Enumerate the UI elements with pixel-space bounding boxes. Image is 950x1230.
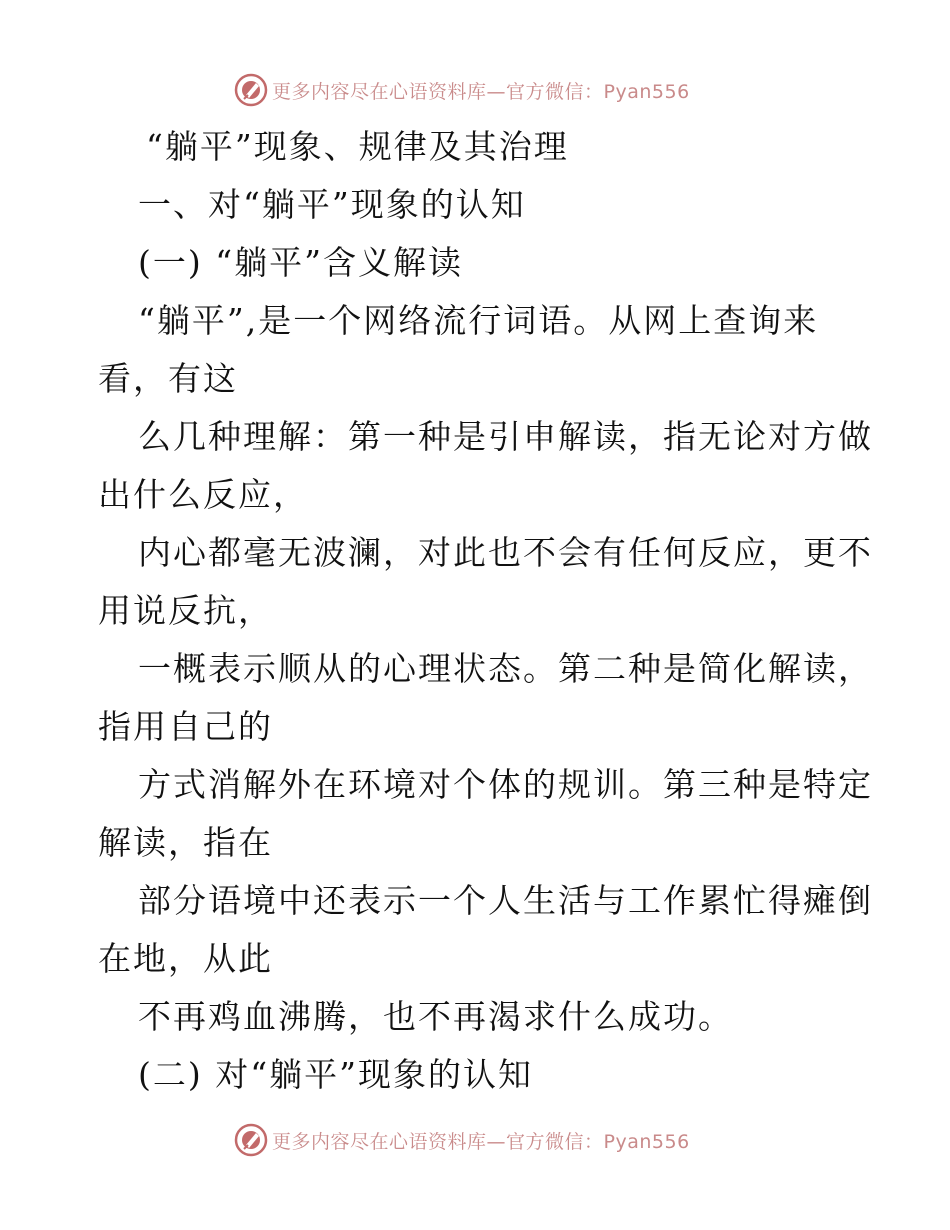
paragraph-line: 在地，从此: [98, 939, 273, 978]
paragraph-line: 不再鸡血沸腾，也不再渴求什么成功。: [138, 997, 733, 1036]
banner-dash: —: [486, 80, 507, 103]
paragraph-line: 内心都毫无波澜，对此也不会有任何反应，更不: [138, 533, 873, 572]
header-banner: [234, 72, 714, 108]
paragraph-line: 方式消解外在环境对个体的规训。第三种是特定: [138, 765, 873, 804]
paragraph-line: “躺平”,是一个网络流行词语。从网上查询来: [138, 301, 819, 340]
section-heading-1: 一、对“躺平”现象的认知: [138, 185, 526, 224]
paragraph-line: 看，有这: [98, 359, 238, 398]
banner-wechat-label: 官方微信：: [506, 80, 604, 103]
banner-wechat-id: Pyan556: [603, 1130, 690, 1153]
paragraph-line: 一概表示顺从的心理状态。第二种是简化解读，: [138, 649, 873, 688]
brand-logo-icon: [234, 1123, 268, 1157]
paragraph-line: 解读，指在: [98, 823, 273, 862]
subsection-heading-1: (一) “躺平”含义解读: [138, 243, 463, 282]
paragraph-line: 指用自己的: [98, 707, 273, 746]
subsection-heading-2: (二) 对“躺平”现象的认知: [138, 1055, 533, 1094]
banner-wechat-label: 官方微信：: [506, 1130, 604, 1153]
paragraph-line: 出什么反应，: [98, 475, 308, 514]
paragraph-line: 用说反抗，: [98, 591, 273, 630]
banner-main-text: 更多内容尽在心语资料库: [272, 1130, 487, 1153]
banner-wechat-id: Pyan556: [603, 80, 690, 103]
paragraph-line: 么几种理解：第一种是引申解读，指无论对方做: [138, 417, 873, 456]
banner-dash: —: [486, 1130, 507, 1153]
document-title: “躺平”现象、规律及其治理: [146, 127, 569, 166]
paragraph-line: 部分语境中还表示一个人生活与工作累忙得瘫倒: [138, 881, 873, 920]
brand-logo-icon: [234, 73, 268, 107]
document-body: [98, 118, 873, 1104]
banner-main-text: 更多内容尽在心语资料库: [272, 80, 487, 103]
footer-banner: [234, 1122, 714, 1158]
